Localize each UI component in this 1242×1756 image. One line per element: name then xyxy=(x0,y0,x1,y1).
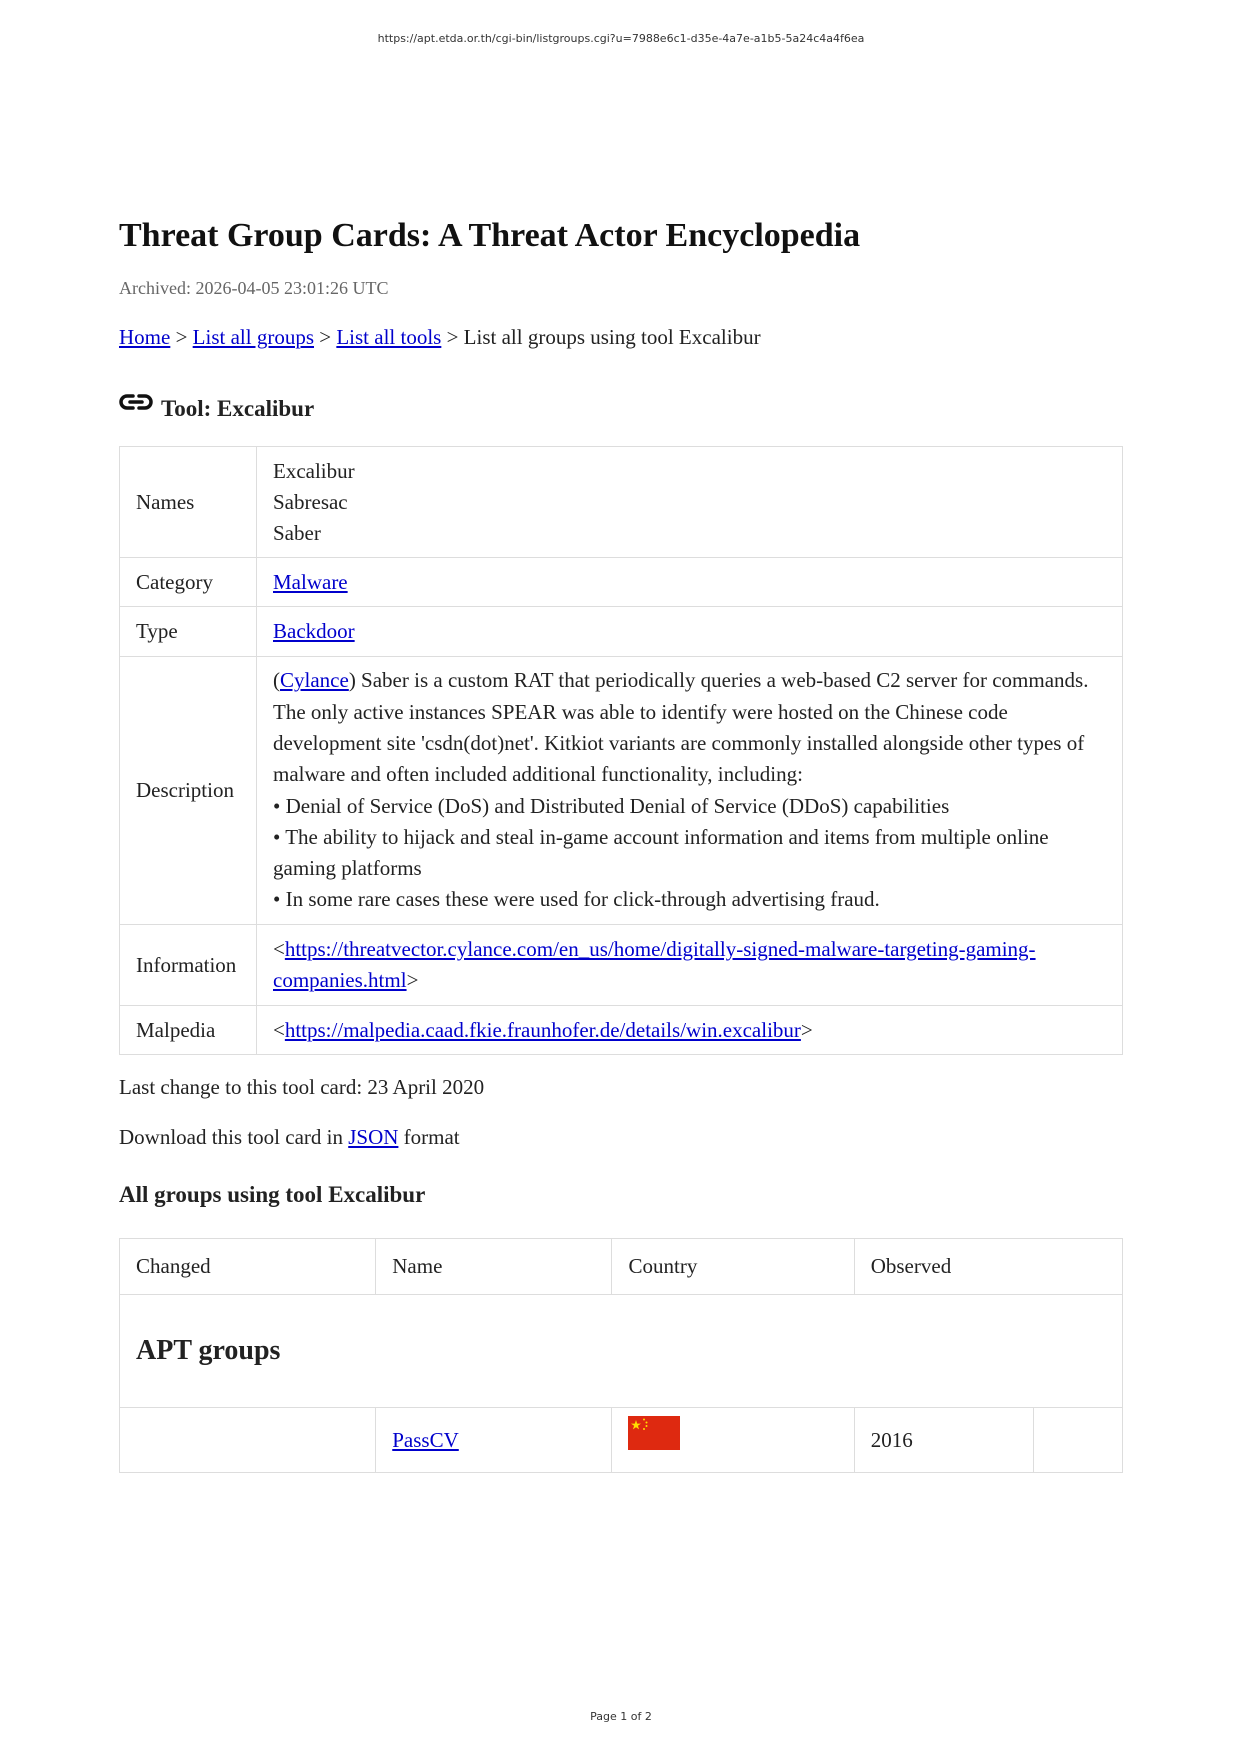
names-label: Names xyxy=(120,447,257,558)
china-flag-icon xyxy=(628,1416,680,1450)
category-row xyxy=(120,558,1123,607)
tool-heading xyxy=(119,386,1123,422)
category-label: Category xyxy=(120,558,257,607)
tool-info-table xyxy=(119,446,1123,1055)
last-change-text: Last change to this tool card: 23 April 2020 xyxy=(119,1075,485,1099)
type-link[interactable]: Backdoor xyxy=(273,619,355,643)
header-changed: Changed xyxy=(120,1239,376,1295)
breadcrumb-separator: > xyxy=(170,325,193,349)
description-bullet: • Denial of Service (DoS) and Distributed Denial of Service (DDoS) capabilities xyxy=(273,793,950,818)
description-bullet: • In some rare cases these were used for click-through advertising fraud. xyxy=(273,887,880,912)
groups-table xyxy=(119,1238,1123,1473)
json-download-link[interactable]: JSON xyxy=(348,1125,399,1149)
angle-open: < xyxy=(273,1017,285,1042)
download-prefix: Download this tool card in xyxy=(119,1125,349,1149)
header-name: Name xyxy=(376,1239,612,1295)
country-cell xyxy=(612,1408,854,1473)
malpedia-value xyxy=(257,1006,1123,1055)
header-country: Country xyxy=(612,1239,854,1295)
information-value xyxy=(257,925,1123,1006)
link-icon xyxy=(119,392,153,412)
information-link[interactable]: https://threatvector.cylance.com/en_us/home/digitally-signed-malware-targeting-gaming-companies.html xyxy=(273,937,1036,992)
observed-cell: 2016 xyxy=(854,1408,1033,1473)
print-url-header: https://apt.etda.or.th/cgi-bin/listgroups.cgi?u=7988e6c1-d35e-4a7e-a1b5-5a24c4a4f6ea xyxy=(377,32,865,45)
table-row xyxy=(120,1408,1123,1473)
breadcrumb-list-groups-link[interactable]: List all groups xyxy=(192,325,314,349)
empty-cell xyxy=(1033,1408,1122,1473)
breadcrumb-home-link[interactable]: Home xyxy=(119,325,171,349)
description-row xyxy=(120,657,1123,925)
header-observed: Observed xyxy=(854,1239,1122,1295)
download-suffix: format xyxy=(398,1125,460,1149)
apt-section-title xyxy=(120,1295,1123,1408)
group-name-link[interactable]: PassCV xyxy=(392,1427,459,1452)
malpedia-label: Malpedia xyxy=(120,1006,257,1055)
angle-close: > xyxy=(800,1017,813,1042)
apt-section-label: APT groups xyxy=(136,1335,281,1366)
category-value xyxy=(257,558,1123,607)
groups-header-row xyxy=(120,1239,1123,1295)
tool-heading-text: Tool: Excalibur xyxy=(161,396,315,421)
name-cell xyxy=(376,1408,612,1473)
download-text xyxy=(119,1125,1123,1150)
angle-close: > xyxy=(406,968,419,992)
paren-open: ( xyxy=(273,668,280,693)
breadcrumb-separator: > xyxy=(314,325,337,349)
breadcrumb-list-tools-link[interactable]: List all tools xyxy=(336,325,442,349)
changed-cell xyxy=(120,1408,376,1473)
main-content xyxy=(119,212,1123,1473)
apt-section-row xyxy=(120,1295,1123,1408)
description-bullet: • The ability to hijack and steal in-game account information and items from multiple online gaming platforms xyxy=(273,824,1049,881)
cylance-link[interactable]: Cylance xyxy=(280,668,349,693)
groups-heading: All groups using tool Excalibur xyxy=(119,1182,426,1207)
breadcrumb-current: > List all groups using tool Excalibur xyxy=(441,325,761,349)
description-value xyxy=(257,657,1123,925)
information-label: Information xyxy=(120,925,257,1006)
name-item: Excalibur xyxy=(273,458,355,483)
page-title: Threat Group Cards: A Threat Actor Encyclopedia xyxy=(119,217,861,254)
description-paragraph xyxy=(273,665,1106,790)
names-row xyxy=(120,447,1123,558)
page-number: Page 1 of 2 xyxy=(590,1710,652,1723)
name-item: Saber xyxy=(273,520,321,545)
malpedia-link[interactable]: https://malpedia.caad.fkie.fraunhofer.de/details/win.excalibur xyxy=(284,1017,801,1042)
name-item: Sabresac xyxy=(273,489,348,514)
malpedia-row xyxy=(120,1006,1123,1055)
information-row xyxy=(120,925,1123,1006)
archived-timestamp: Archived: 2026-04-05 23:01:26 UTC xyxy=(119,278,389,298)
category-link[interactable]: Malware xyxy=(273,569,348,594)
breadcrumb xyxy=(119,325,1123,350)
description-label: Description xyxy=(120,657,257,925)
type-label: Type xyxy=(120,607,257,657)
type-row xyxy=(120,607,1123,657)
type-value xyxy=(257,607,1123,657)
description-text: ) Saber is a custom RAT that periodically queries a web-based C2 server for commands. The only active instances SPEAR was able to identify were hosted on the Chinese code development site 'csdn(dot)net'. Kitkiot variants are commonly installed alongside other types of malware and often included additional functionality, including: xyxy=(273,668,1089,787)
angle-open: < xyxy=(273,937,285,961)
names-value xyxy=(257,447,1123,558)
